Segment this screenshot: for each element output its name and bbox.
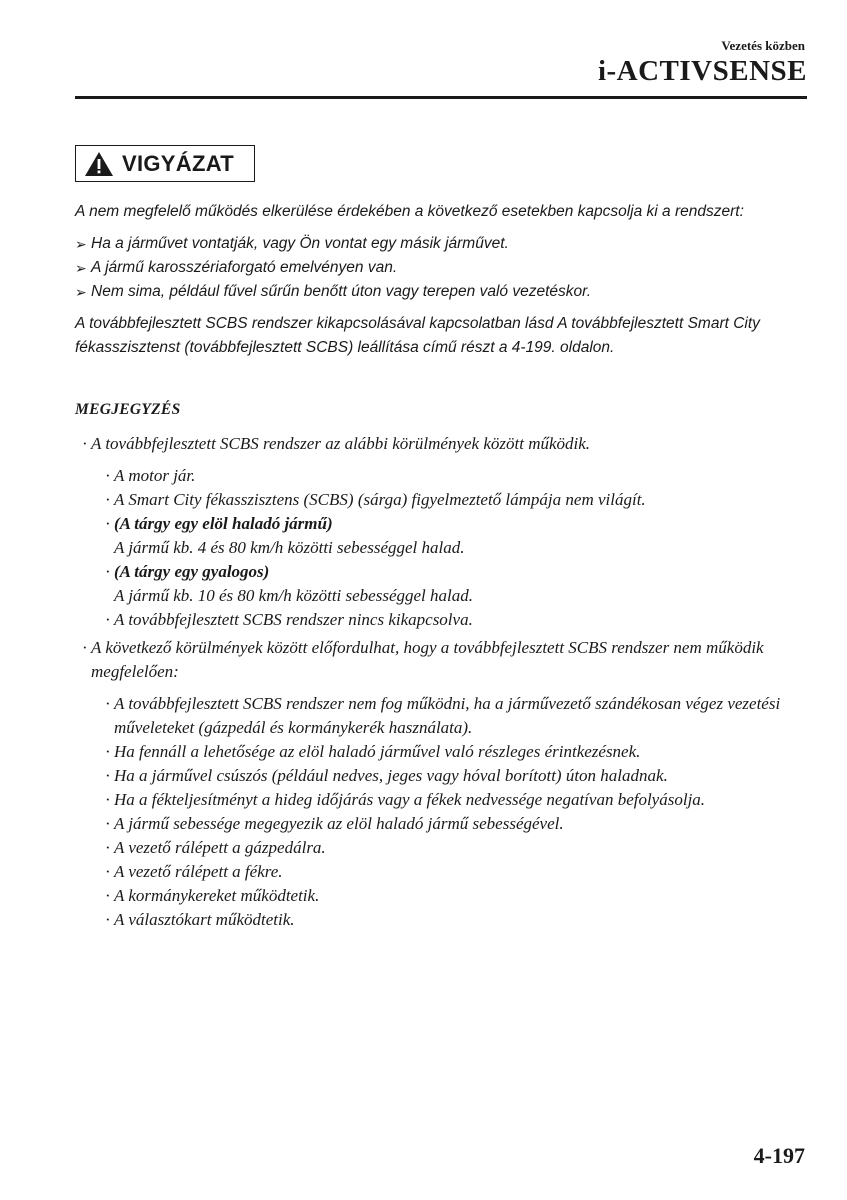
bullet-dot-icon: · — [105, 790, 111, 809]
bullet-dot-icon: · — [105, 562, 111, 581]
list-item: · A vezető rálépett a gázpedálra. — [105, 836, 805, 860]
conditions-list — [75, 464, 805, 632]
bullet-dot-icon: · — [105, 862, 111, 881]
list-item: · (A tárgy egy elöl haladó jármű) — [105, 512, 805, 536]
warning-reference: A továbbfejlesztett SCBS rendszer kikapcsolásával kapcsolatban lásd A továbbfejlesztett Smart City fékasszisztenst (továbbfejlesztett SCBS) leállítása című részt a 4-199. oldalon. — [75, 315, 760, 356]
bullet-dot-icon: · — [105, 886, 111, 905]
list-item: · Ha a járművel csúszós (például nedves, jeges vagy hóval borított) úton haladnak. — [105, 764, 805, 788]
bullet-dot-icon: · — [105, 742, 111, 761]
list-item: · A továbbfejlesztett SCBS rendszer nincs kikapcsolva. — [105, 608, 805, 632]
bullet-dot-icon: · — [105, 490, 111, 509]
bullet-dot-icon: · — [105, 814, 111, 833]
list-item: · A választókart működtetik. — [105, 908, 805, 932]
list-item: · Ha a fékteljesítményt a hideg időjárás vagy a fékek nedvessége negatívan befolyásolja. — [105, 788, 805, 812]
warning-label: VIGYÁZAT — [122, 150, 234, 176]
note-section — [75, 398, 805, 932]
warning-body — [75, 200, 795, 360]
warning-intro: A nem megfelelő működés elkerülése érdekében a következő esetekben kapcsolja ki a rendszert: — [75, 203, 744, 220]
note-bullet: · A következő körülmények között előfordulhat, hogy a továbbfejlesztett SCBS rendszer nem működik megfelelően: — [82, 636, 805, 684]
list-item: · (A tárgy egy gyalogos) — [105, 560, 805, 584]
cases-list — [75, 692, 805, 932]
bullet-dot-icon: · — [105, 910, 111, 929]
warning-item: ➢ A jármű karosszériaforgató emelvényen van. — [75, 256, 795, 280]
bullet-dot-icon: · — [105, 766, 111, 785]
arrow-bullet-icon: ➢ — [75, 260, 87, 276]
list-item: · A motor jár. — [105, 464, 805, 488]
list-item-detail: A jármű kb. 10 és 80 km/h közötti sebességgel halad. — [114, 586, 474, 605]
list-item: · A vezető rálépett a fékre. — [105, 860, 805, 884]
warning-item: ➢ Ha a járművet vontatják, vagy Ön vontat egy másik járművet. — [75, 232, 795, 256]
bullet-dot-icon: · — [105, 610, 111, 629]
list-item: · A Smart City fékasszisztens (SCBS) (sárga) figyelmeztető lámpája nem világít. — [105, 488, 805, 512]
page-title: i-ACTIVSENSE — [597, 55, 807, 87]
list-item: · A kormánykereket működtetik. — [105, 884, 805, 908]
header-divider — [75, 96, 807, 99]
arrow-bullet-icon: ➢ — [75, 236, 87, 252]
list-item: · Ha fennáll a lehetősége az elöl haladó járművel való részleges érintkezésnek. — [105, 740, 805, 764]
list-item: · A továbbfejlesztett SCBS rendszer nem fog működni, ha a járművezető szándékosan végez vezetési műveleteket (gázpedál és kormánykerék használata). — [105, 692, 805, 740]
bullet-dot-icon: · — [105, 514, 111, 533]
bullet-dot-icon: · — [105, 838, 111, 857]
warning-triangle-icon — [84, 151, 114, 177]
section-label: Vezetés közben — [721, 38, 805, 53]
bullet-dot-icon: · — [105, 694, 111, 713]
warning-header-box — [75, 145, 255, 182]
bullet-dot-icon: · — [82, 434, 88, 453]
page-number: 4-197 — [753, 1143, 805, 1168]
note-bullet: · A továbbfejlesztett SCBS rendszer az alábbi körülmények között működik. — [82, 432, 805, 456]
bullet-dot-icon: · — [82, 638, 88, 657]
bullet-dot-icon: · — [105, 466, 111, 485]
list-item-detail: A jármű kb. 4 és 80 km/h közötti sebességgel halad. — [114, 538, 465, 557]
warning-item: ➢ Nem sima, például fűvel sűrűn benőtt úton vagy terepen való vezetéskor. — [75, 280, 795, 304]
list-item: · A jármű sebessége megegyezik az elöl haladó jármű sebességével. — [105, 812, 805, 836]
arrow-bullet-icon: ➢ — [75, 284, 87, 300]
note-heading: MEGJEGYZÉS — [75, 401, 181, 418]
